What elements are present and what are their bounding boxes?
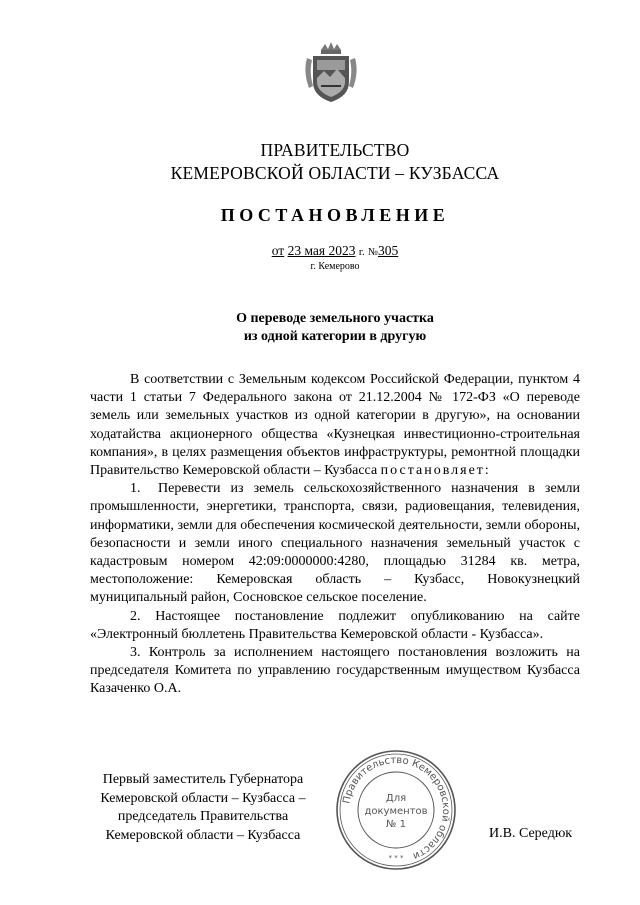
subject-line-2: из одной категории в другую bbox=[243, 329, 427, 344]
position-line-3: председатель Правительства bbox=[117, 809, 289, 824]
official-stamp bbox=[334, 748, 458, 872]
subject-line-1: О переводе земельного участка bbox=[236, 311, 434, 326]
document-body bbox=[90, 371, 580, 699]
city-label: г. Кемерово bbox=[310, 261, 360, 272]
signatory-name: И.В. Середюк bbox=[489, 826, 573, 841]
item-3-paragraph: 3. Контроль за исполнением настоящего постановления возложить на председателя Комитета по управлению государственным имуществом Кузбасса Казаченко О.А. bbox=[90, 645, 580, 697]
date-prefix: от bbox=[271, 243, 285, 258]
date-number-line bbox=[0, 243, 640, 259]
document-number: 305 bbox=[378, 243, 399, 258]
coat-of-arms-icon bbox=[299, 40, 363, 106]
position-line-1: Первый заместитель Губернатора bbox=[102, 772, 304, 787]
item-1-paragraph bbox=[90, 480, 580, 607]
document-subject bbox=[0, 310, 640, 346]
stamp-ring-text: Правительство Кемеровской области bbox=[341, 754, 452, 862]
item-2-paragraph: 2. Настоящее постановление подлежит опубликованию на сайте «Электронный бюллетень Правительства Кемеровской области - Кузбасса». bbox=[90, 608, 580, 642]
organization-line-1: ПРАВИТЕЛЬСТВО bbox=[260, 140, 410, 160]
stamp-center-line-2: документов bbox=[364, 806, 428, 817]
item-1-number: 1. bbox=[130, 481, 141, 497]
stamp-center-line-1: Для bbox=[385, 793, 407, 804]
document-type-title: ПОСТАНОВЛЕНИЕ bbox=[220, 205, 450, 225]
year-suffix: г. bbox=[358, 247, 365, 258]
decree-word: постановляет: bbox=[380, 463, 491, 479]
signatory-position bbox=[88, 771, 318, 845]
stamp-center-line-3: № 1 bbox=[386, 819, 406, 830]
document-date: 23 мая 2023 bbox=[287, 243, 356, 258]
position-line-2: Кемеровской области – Кузбасса – bbox=[100, 790, 306, 806]
preamble-paragraph bbox=[90, 371, 580, 480]
item-1-text: Перевести из земель сельскохозяйственного назначения в земли промышленности, энергетики, транспорта, связи, радиовещания, телевидения, информатики, земли для обеспечения космической деятельности, земли обороны, безопасности и земли иного специального назначения земельный участок с кадастровым номером 42:09:0000000:4280, площадью 31284 кв. метра, местоположение: Кемеровская область – Кузбасс, Новокузнецкий муниципальный район, Сосновское сельское поселение. bbox=[90, 481, 580, 606]
stamp-stars: * * * bbox=[388, 854, 404, 862]
preamble-text: В соответствии с Земельным кодексом Российской Федерации, пунктом 4 части 1 статьи 7 Федерального закона от 21.12.2004 № 172-ФЗ «О переводе земель или земельных участков из одной категории в другую», на основании ходатайства акционерного общества «Кузнецкая инвестиционно-строительная компания», в целях размещения объектов инфраструктуры, ремонтной площадки Правительство Кемеровской области – Кузбасса bbox=[90, 372, 580, 479]
position-line-4: Кемеровской области – Кузбасса bbox=[105, 827, 301, 843]
organization-line-2: КЕМЕРОВСКОЙ ОБЛАСТИ – КУЗБАССА bbox=[170, 163, 500, 183]
number-sign: № bbox=[367, 247, 379, 258]
